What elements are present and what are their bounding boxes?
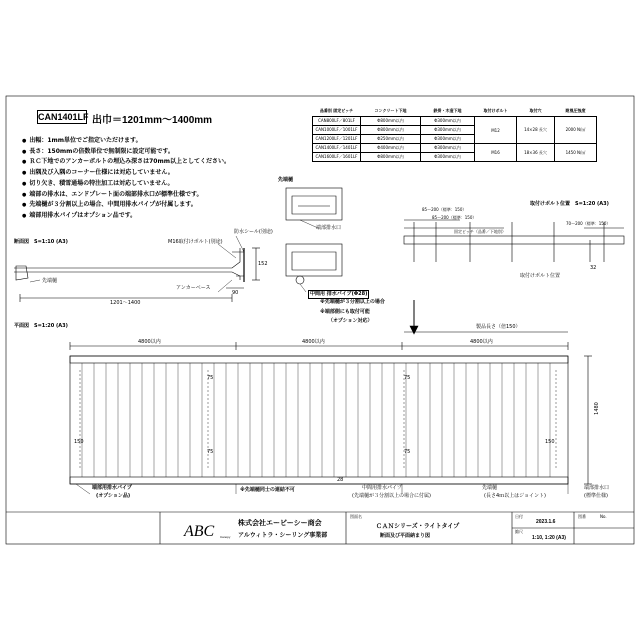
label-end-pipe2: (オプション品) — [96, 493, 131, 499]
spec-header: 耐風圧強度 — [555, 106, 597, 117]
anchor-base-label: アンカーベース — [176, 285, 211, 291]
label-tip: 先端樋 — [482, 485, 498, 491]
spec-cell: CAN1600LF／1601LF — [313, 153, 361, 162]
spec-header: 取付穴 — [517, 106, 555, 117]
spec-cell: CAN1400LF／1401LF — [313, 144, 361, 153]
note-item: ● 長さ：150mmの倍数単位で無制限に設定可能です。 — [22, 147, 230, 158]
note-item: ● 端部の排水は、エンドプレート面の端部排水口が標準仕様です。 — [22, 190, 230, 201]
bolt-position-label: 取付けボルト位置 — [520, 273, 561, 279]
label-mid-pipe2: (先端樋が３分割以上の場合に付属) — [352, 493, 431, 499]
label-end-drain: 端部排水口 — [584, 485, 610, 491]
drawing-name-label: 図面名 — [350, 514, 362, 519]
plan-dim-75: 75 — [207, 449, 214, 455]
tip-gutter-detail-top — [286, 188, 342, 228]
spec-cell: Φ250mm以内 — [361, 135, 421, 144]
label-mid-pipe: 中間用排水パイプ — [362, 485, 402, 491]
spec-cell: CAN1200LF／1201LF — [313, 135, 361, 144]
spec-cell: Φ800mm以内 — [361, 153, 421, 162]
tip-drain-label: 端部排水口 — [316, 225, 342, 231]
company-name: 株式会社エービーシー商会 — [238, 520, 322, 527]
bolt-dim-left2: 85～200（標準：150） — [432, 215, 477, 220]
date-label: 日付 — [515, 514, 523, 519]
plan-product-length: 製品長さ（倍150） — [476, 324, 521, 330]
plan-dim-seg1: 4800以内 — [138, 339, 161, 345]
drawing-no-label: 図番 — [578, 514, 586, 519]
bolt-pitch: 固定ピッチ（品番／下地別） — [454, 229, 506, 234]
label-end-pipe: 端部用排水パイプ — [92, 485, 132, 491]
company-division: アルウィトラ・シーリング事業部 — [238, 533, 328, 539]
bolt-dim-32: 32 — [590, 265, 597, 271]
plan-dim-seg2: 4800以内 — [302, 339, 325, 345]
section-title: 断面図 S=1:10 (A3) — [14, 239, 68, 245]
spec-cell: 18×36 長穴 — [517, 144, 555, 162]
spec-cell: Φ300mm以内 — [421, 126, 475, 135]
tip-gutter-detail-bottom — [286, 244, 342, 292]
spec-cell: Φ300mm以内 — [421, 117, 475, 126]
plan-dim-75: 75 — [404, 375, 411, 381]
tip-note3: （オプション対応） — [328, 318, 373, 324]
bolt-position-drawing — [404, 220, 624, 334]
bolt-dim-right: 70～200（標準：150） — [566, 221, 611, 226]
bolt-dim-left: 85～200（標準：150） — [422, 207, 467, 212]
model-box: CAN1401LF — [38, 112, 89, 122]
plan-dim-seg3: 4800以内 — [470, 339, 493, 345]
spec-cell: 14×28 長穴 — [517, 117, 555, 144]
note-item: ● 先端樋が３分割以上の場合、中間用排水パイプが付属します。 — [22, 200, 230, 211]
plan-dim-150: 150 — [545, 439, 555, 445]
spec-header: 鉄骨・木造下地 — [421, 106, 475, 117]
plan-dim-150: 150 — [74, 439, 84, 445]
note-item: ● 切り欠き、積雪通場の特注加工は対応していません。 — [22, 179, 230, 190]
plan-dim-1480: 1480 — [593, 402, 600, 415]
spec-cell: Φ300mm以内 — [421, 153, 475, 162]
section-dim-90: 90 — [232, 290, 239, 296]
spec-cell: 1450 N/㎡ — [555, 144, 597, 162]
plan-dim-75: 75 — [207, 375, 214, 381]
spec-cell: CAN800LF／801LF — [313, 117, 361, 126]
note-item: ● 端部用排水パイプはオプション品です。 — [22, 211, 230, 222]
note-item: ● 出隅及び入隅のコーナー仕様には対応していません。 — [22, 168, 230, 179]
drawing-subtitle: 断面及び平面納まり図 — [380, 533, 431, 539]
label-end-drain2: (標準仕様) — [584, 493, 608, 499]
spec-cell: CAN1000LF／1001LF — [313, 126, 361, 135]
spec-cell: M12 — [475, 117, 517, 144]
spec-cell: Φ800mm以内 — [361, 126, 421, 135]
spec-cell: M16 — [475, 144, 517, 162]
label-tip2: (長さ4ｍ以上はジョイント) — [484, 493, 546, 499]
section-view-drawing — [14, 236, 260, 302]
plan-view-drawing — [70, 332, 592, 494]
drawing-no-value: No. — [600, 514, 607, 519]
bolt-position-title: 取付けボルト位置 S=1:20 (A3) — [530, 201, 609, 207]
waterproof-seal-label: 防水シール(別途) — [234, 229, 273, 235]
tip-detail-title: 先端樋 — [278, 177, 294, 183]
bolt-label: M16取付けボルト(別途) — [168, 239, 223, 245]
tip-gutter-label: 先端樋 — [42, 278, 58, 284]
label-no-join: ※先端樋同士の連結不可 — [240, 487, 295, 493]
section-dim-height: 152 — [258, 261, 268, 267]
plan-bolt-lines — [80, 370, 556, 470]
tip-pipe-label: 中間用 排水パイプ(Φ28) — [310, 291, 368, 297]
section-dim-range: 1201～1400 — [110, 300, 141, 306]
spec-header: コンクリート下地 — [361, 106, 421, 117]
abc-logo: ABC — [184, 523, 215, 540]
abc-logo-sub: Canopy — [220, 535, 231, 539]
spec-header: 品番別 固定ピッチ — [313, 106, 361, 117]
spec-header: 取付けボルト — [475, 106, 517, 117]
width-range: 出巾＝1201mm～1400mm — [92, 115, 213, 126]
date-value: 2023.1.6 — [536, 519, 556, 525]
spec-cell: Φ300mm以内 — [421, 144, 475, 153]
tip-note1: ※先端樋が３分割以上の場合 — [320, 299, 385, 305]
spec-cell: Φ300mm以内 — [421, 135, 475, 144]
series-name: ＣＡＮシリーズ・ライトタイプ — [376, 524, 460, 530]
plan-panel-lines — [82, 363, 550, 477]
plan-dim-75: 75 — [404, 449, 411, 455]
plan-title: 平面図 S=1:20 (A3) — [14, 323, 68, 329]
note-item: ● 出幅：1mm単位でご指定いただけます。 — [22, 136, 230, 147]
note-item: ● ＲＣ下地でのアンカーボルトの埋込み深さは70mm以上としてください。 — [22, 157, 230, 168]
spec-cell: 2000 N/㎡ — [555, 117, 597, 144]
scale-label: 縮尺 — [515, 529, 523, 534]
plan-dim-28: 28 — [337, 477, 344, 483]
tip-note2: ※端部側にも取付可能 — [320, 309, 370, 315]
spec-cell: Φ800mm以内 — [361, 117, 421, 126]
spec-cell: Φ400mm以内 — [361, 144, 421, 153]
scale-value: 1:10, 1:20 (A3) — [532, 535, 566, 541]
